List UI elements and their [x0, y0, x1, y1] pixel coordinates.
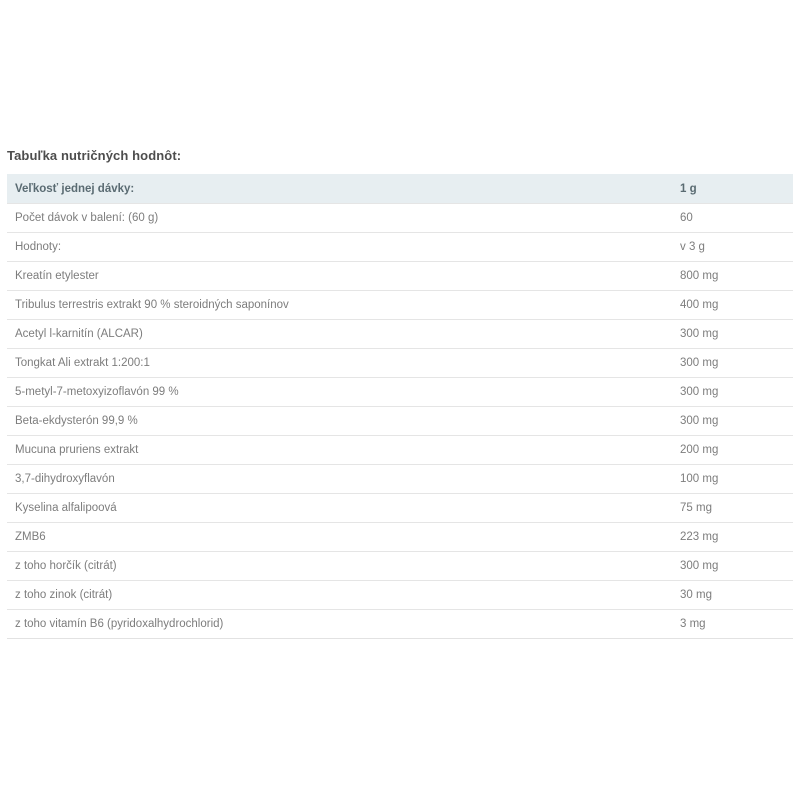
nutrition-section: [7, 148, 793, 639]
table-row: [7, 493, 793, 522]
row-label: 5-metyl-7-metoxyizoflavón 99 %: [15, 386, 179, 398]
table-row: [7, 464, 793, 493]
row-label: Kreatín etylester: [15, 270, 99, 282]
table-row: [7, 261, 793, 290]
table-row: [7, 377, 793, 406]
table-row: [7, 406, 793, 435]
table-row: [7, 551, 793, 580]
row-value: 300 mg: [680, 415, 719, 427]
table-row: [7, 522, 793, 551]
header-value: 1 g: [680, 183, 697, 195]
row-label: ZMB6: [15, 531, 46, 543]
row-value: 200 mg: [680, 444, 719, 456]
table-header-row: [7, 174, 793, 203]
row-value: 300 mg: [680, 560, 719, 572]
row-label: Acetyl l-karnitín (ALCAR): [15, 328, 143, 340]
row-value: 800 mg: [680, 270, 719, 282]
table-row: [7, 203, 793, 232]
row-value: 223 mg: [680, 531, 719, 543]
row-value: 75 mg: [680, 502, 712, 514]
row-value: v 3 g: [680, 241, 705, 253]
row-value: 300 mg: [680, 357, 719, 369]
row-label: Beta-ekdysterón 99,9 %: [15, 415, 138, 427]
row-value: 100 mg: [680, 473, 719, 485]
table-row: [7, 580, 793, 609]
row-label: z toho horčík (citrát): [15, 560, 117, 572]
table-row: [7, 232, 793, 261]
table-row: [7, 290, 793, 319]
table-row: [7, 348, 793, 377]
row-value: 60: [680, 212, 693, 224]
row-label: Tribulus terrestris extrakt 90 % steroidných saponínov: [15, 299, 289, 311]
row-label: Hodnoty:: [15, 241, 62, 253]
row-label: Počet dávok v balení: (60 g): [15, 212, 159, 224]
row-label: Mucuna pruriens extrakt: [15, 444, 139, 456]
row-value: 3 mg: [680, 618, 706, 630]
nutrition-table: [7, 174, 793, 639]
row-label: Kyselina alfalipoová: [15, 502, 117, 514]
row-value: 300 mg: [680, 386, 719, 398]
row-value: 30 mg: [680, 589, 712, 601]
row-label: z toho zinok (citrát): [15, 589, 113, 601]
row-value: 300 mg: [680, 328, 719, 340]
row-value: 400 mg: [680, 299, 719, 311]
nutrition-table-title: Tabuľka nutričných hodnôt:: [7, 148, 182, 163]
header-label: Veľkosť jednej dávky:: [15, 183, 135, 195]
row-label: 3,7-dihydroxyflavón: [15, 473, 115, 485]
table-row: [7, 435, 793, 464]
row-label: z toho vitamín B6 (pyridoxalhydrochlorid): [15, 618, 224, 630]
table-row: [7, 319, 793, 348]
table-row: [7, 609, 793, 638]
row-label: Tongkat Ali extrakt 1:200:1: [15, 357, 150, 369]
